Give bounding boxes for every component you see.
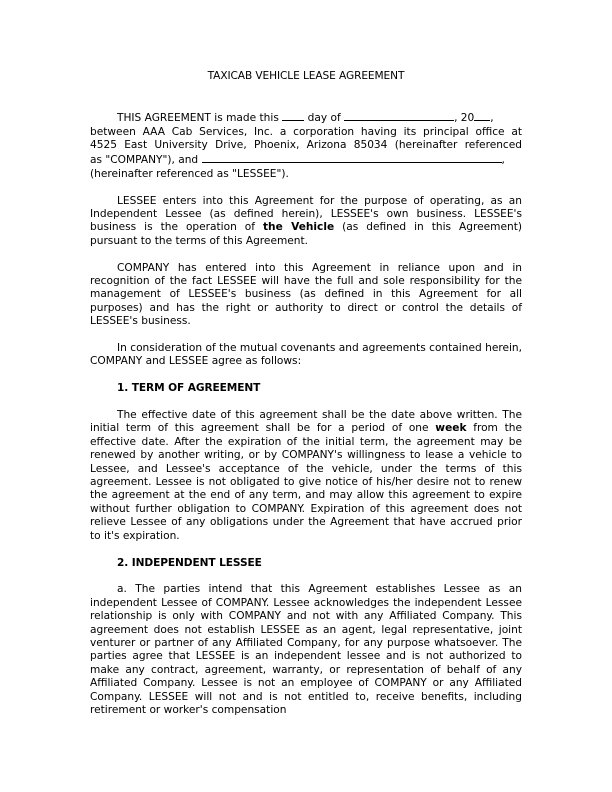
- intro-text-as-company: as "COMPANY"), and: [90, 154, 199, 167]
- section-2-heading: 2. INDEPENDENT LESSEE: [117, 556, 262, 569]
- intro-line-4: [90, 152, 522, 167]
- intro-line-3: 4525 East University Drive, Phoenix, Arizona 85034 (hereinafter referenced: [90, 139, 522, 151]
- purpose-paragraph: [90, 195, 522, 249]
- purpose-text-before: LESSEE enters into this Agreement for the purpose of operating, as an Independent Lessee (as defined herein), LESSEE's own business. LESSEE's business is the operation of: [90, 194, 522, 234]
- intro-line-2: between AAA Cab Services, Inc. a corporation having its principal office at: [90, 125, 522, 138]
- intro-text-comma-2: ,: [501, 154, 505, 167]
- month-blank[interactable]: [344, 110, 454, 121]
- document-title: TAXICAB VEHICLE LEASE AGREEMENT: [207, 70, 405, 82]
- purpose-text-after: (as defined in this Agreement) pursuant to the terms of this Agreement.: [90, 221, 523, 247]
- section-2-paragraph-a: a. The parties intend that this Agreement establishes Lessee as an independent Lessee of COMPANY. Lessee acknowledges the independent Lessee relationship is only with COMPANY and not with any Affiliated Company. This agreement does not establish LESSEE as an agent, legal representative, joint venturer or partner of any Affiliated Company, for any purpose whatsoever. The parties agree that LESSEE is an independent lessee and is not authorized to make any contract, agreement, warranty, or representation of behalf of any Affiliated Company. Lessee is not an employee of COMPANY or any Affiliated Company. LESSEE will not and is not entitled to, receive benefits, including retirement or worker's compensation: [90, 583, 522, 716]
- section-1-paragraph: [90, 409, 522, 543]
- lessee-name-blank[interactable]: [202, 152, 502, 163]
- section-1-text-after: from the effective date. After the expiration of the initial term, the agreement may be renewed by another writing, or by COMPANY's willingness to lease a vehicle to Lessee, and Lessee's acceptance of the vehicle, under the terms of this agreement. Lessee is not obligated to give notice of his/her desire not to renew the agreement at the end of any term, and may allow this agreement to expire without further obligation to COMPANY. Expiration of this agreement does not relieve Lessee of any obligations under the Agreement that have accrued prior to it's expiration.: [90, 422, 522, 542]
- day-blank[interactable]: [282, 110, 304, 121]
- section-1-heading: 1. TERM OF AGREEMENT: [117, 382, 261, 395]
- intro-text-day-of: day of: [307, 112, 341, 125]
- intro-text-year: , 20: [454, 112, 475, 125]
- intro-paragraph: [90, 110, 522, 181]
- reliance-paragraph: COMPANY has entered into this Agreement in reliance upon and in recognition of the fact LESSEE will have the full and sole responsibility for the management of LESSEE's business (as defined in this Agreement for all purposes) and has the right or authority to direct or control the details of LESSEE's business.: [90, 261, 522, 328]
- document-body: [90, 70, 522, 717]
- intro-line-5: (hereinafter referenced as "LESSEE").: [90, 167, 289, 180]
- section-1-text-bold: week: [435, 422, 467, 435]
- year-blank[interactable]: [474, 110, 490, 121]
- intro-text-made: THIS AGREEMENT is made this: [117, 112, 279, 125]
- consideration-paragraph: In consideration of the mutual covenants and agreements contained herein, COMPANY and LESSEE agree as follows:: [90, 342, 522, 368]
- intro-text-comma: ,: [490, 112, 494, 125]
- section-1-text-before: The effective date of this agreement shall be the date above written. The initial term of this agreement shall be for a period of one: [90, 409, 522, 435]
- intro-line-1: [90, 110, 522, 125]
- purpose-text-bold: the Vehicle: [262, 221, 335, 234]
